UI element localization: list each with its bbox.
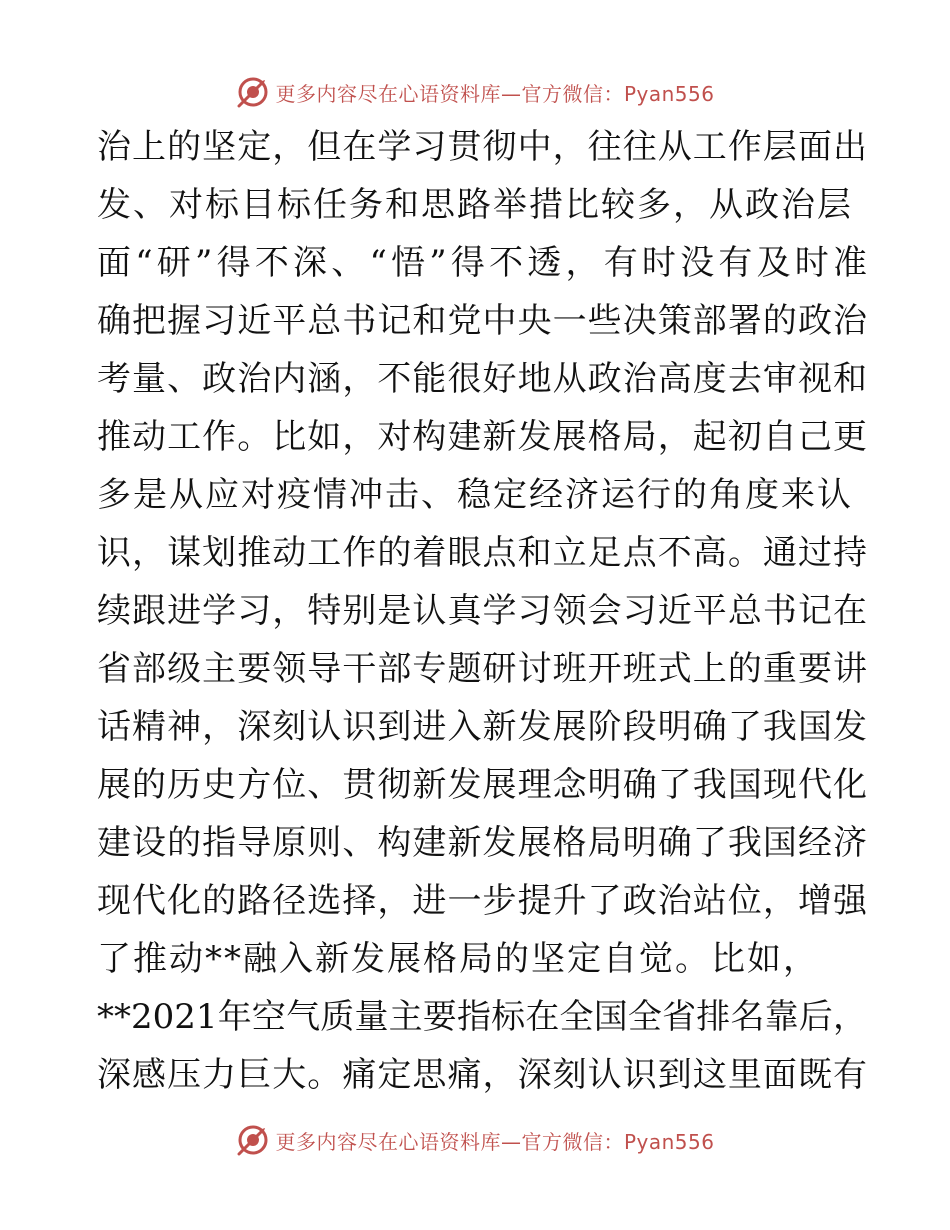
document-body xyxy=(97,118,867,1104)
footer-watermark xyxy=(0,1120,950,1160)
text-line: 话精神，深刻认识到进入新发展阶段明确了我国发 xyxy=(97,707,867,747)
text-line: 确把握习近平总书记和党中央一些决策部署的政治 xyxy=(97,301,867,341)
header-watermark xyxy=(0,72,950,112)
text-line: **2021年空气质量主要指标在全国全省排名靠后， xyxy=(97,997,867,1037)
watermark-text: 更多内容尽在心语资料库—官方微信：Pyan556 xyxy=(275,1129,715,1154)
text-line: 识，谋划推动工作的着眼点和立足点不高。通过持 xyxy=(97,533,867,573)
text-line: 考量、政治内涵，不能很好地从政治高度去审视和 xyxy=(97,359,867,399)
pen-circle-logo-icon xyxy=(235,74,271,110)
watermark-text: 更多内容尽在心语资料库—官方微信：Pyan556 xyxy=(275,81,715,106)
text-line: 发、对标目标任务和思路举措比较多，从政治层 xyxy=(97,185,853,225)
text-line: 续跟进学习，特别是认真学习领会习近平总书记在 xyxy=(97,591,867,631)
text-line: 了推动**融入新发展格局的坚定自觉。比如， xyxy=(97,939,819,979)
text-line: 推动工作。比如，对构建新发展格局，起初自己更 xyxy=(97,417,867,457)
text-line: 建设的指导原则、构建新发展格局明确了我国经济 xyxy=(97,823,867,863)
text-line: 多是从应对疫情冲击、稳定经济运行的角度来认 xyxy=(97,475,853,515)
text-line: 省部级主要领导干部专题研讨班开班式上的重要讲 xyxy=(97,649,867,689)
text-line: 展的历史方位、贯彻新发展理念明确了我国现代化 xyxy=(97,765,867,805)
pen-circle-logo-icon xyxy=(235,1122,271,1158)
text-line: 治上的坚定，但在学习贯彻中，往往从工作层面出 xyxy=(97,127,867,167)
text-line: 深感压力巨大。痛定思痛，深刻认识到这里面既有 xyxy=(97,1055,867,1095)
text-line: 现代化的路径选择，进一步提升了政治站位，增强 xyxy=(97,881,867,921)
text-line: 面“研”得不深、“悟”得不透，有时没有及时准 xyxy=(97,243,867,283)
